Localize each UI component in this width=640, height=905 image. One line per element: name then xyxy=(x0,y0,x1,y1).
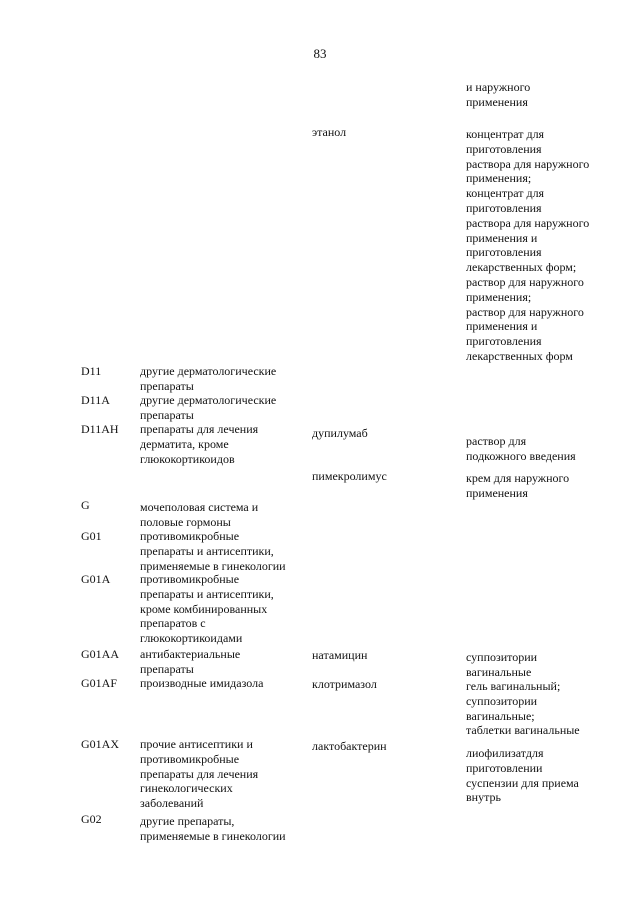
atc-code: G01AA xyxy=(81,647,119,661)
group-name: производные имидазола xyxy=(140,676,264,690)
atc-code: G02 xyxy=(81,812,102,826)
drug-name: этанол xyxy=(312,125,347,139)
page-number: 83 xyxy=(313,46,327,61)
group-name: другие препараты, применяемые в гинекологии xyxy=(140,814,286,843)
atc-code: G01AX xyxy=(81,737,119,751)
atc-code: D11AH xyxy=(81,422,119,436)
drug-name: клотримазол xyxy=(312,677,377,691)
dosage-form: концентрат для приготовления раствора для наружного применения; концентрат для приготовления раствора для наружного применения и приготовления лекарственных форм; раствор для наружного применения; раствор для наружного применения и приготовления лекарственных форм xyxy=(466,127,590,363)
atc-code: D11 xyxy=(81,364,102,378)
group-name: прочие антисептики и противомикробные препараты для лечения гинекологических заболеваний xyxy=(140,737,259,811)
dosage-form: и наружного применения xyxy=(466,80,531,109)
drug-name: дупилумаб xyxy=(312,426,368,440)
group-name: другие дерматологические препараты xyxy=(140,364,277,393)
atc-code: G01AF xyxy=(81,676,118,690)
drug-name: лактобактерин xyxy=(312,739,387,753)
group-name: мочеполовая система и половые гормоны xyxy=(140,500,259,529)
drug-name: натамицин xyxy=(312,648,368,662)
drug-name: пимекролимус xyxy=(312,469,387,483)
group-name: другие дерматологические препараты xyxy=(140,393,277,422)
group-name: антибактериальные препараты xyxy=(140,647,241,676)
atc-code: G01A xyxy=(81,572,111,586)
group-name: противомикробные препараты и антисептики, кроме комбинированных препаратов с глюкокортикоидами xyxy=(140,572,274,646)
dosage-form: суппозитории вагинальные xyxy=(466,650,538,679)
group-name: противомикробные препараты и антисептики, применяемые в гинекологии xyxy=(140,529,286,573)
dosage-form: гель вагинальный; суппозитории вагинальные; таблетки вагинальные xyxy=(466,679,580,738)
dosage-form: лиофилизатдля приготовлении суспензии для приема внутрь xyxy=(466,746,579,805)
atc-code: G01 xyxy=(81,529,102,543)
group-name: препараты для лечения дерматита, кроме глюкокортикоидов xyxy=(140,422,259,466)
atc-code: D11A xyxy=(81,393,110,407)
atc-code: G xyxy=(81,498,90,512)
dosage-form: раствор для подкожного введения xyxy=(466,434,576,463)
dosage-form: крем для наружного применения xyxy=(466,471,570,500)
